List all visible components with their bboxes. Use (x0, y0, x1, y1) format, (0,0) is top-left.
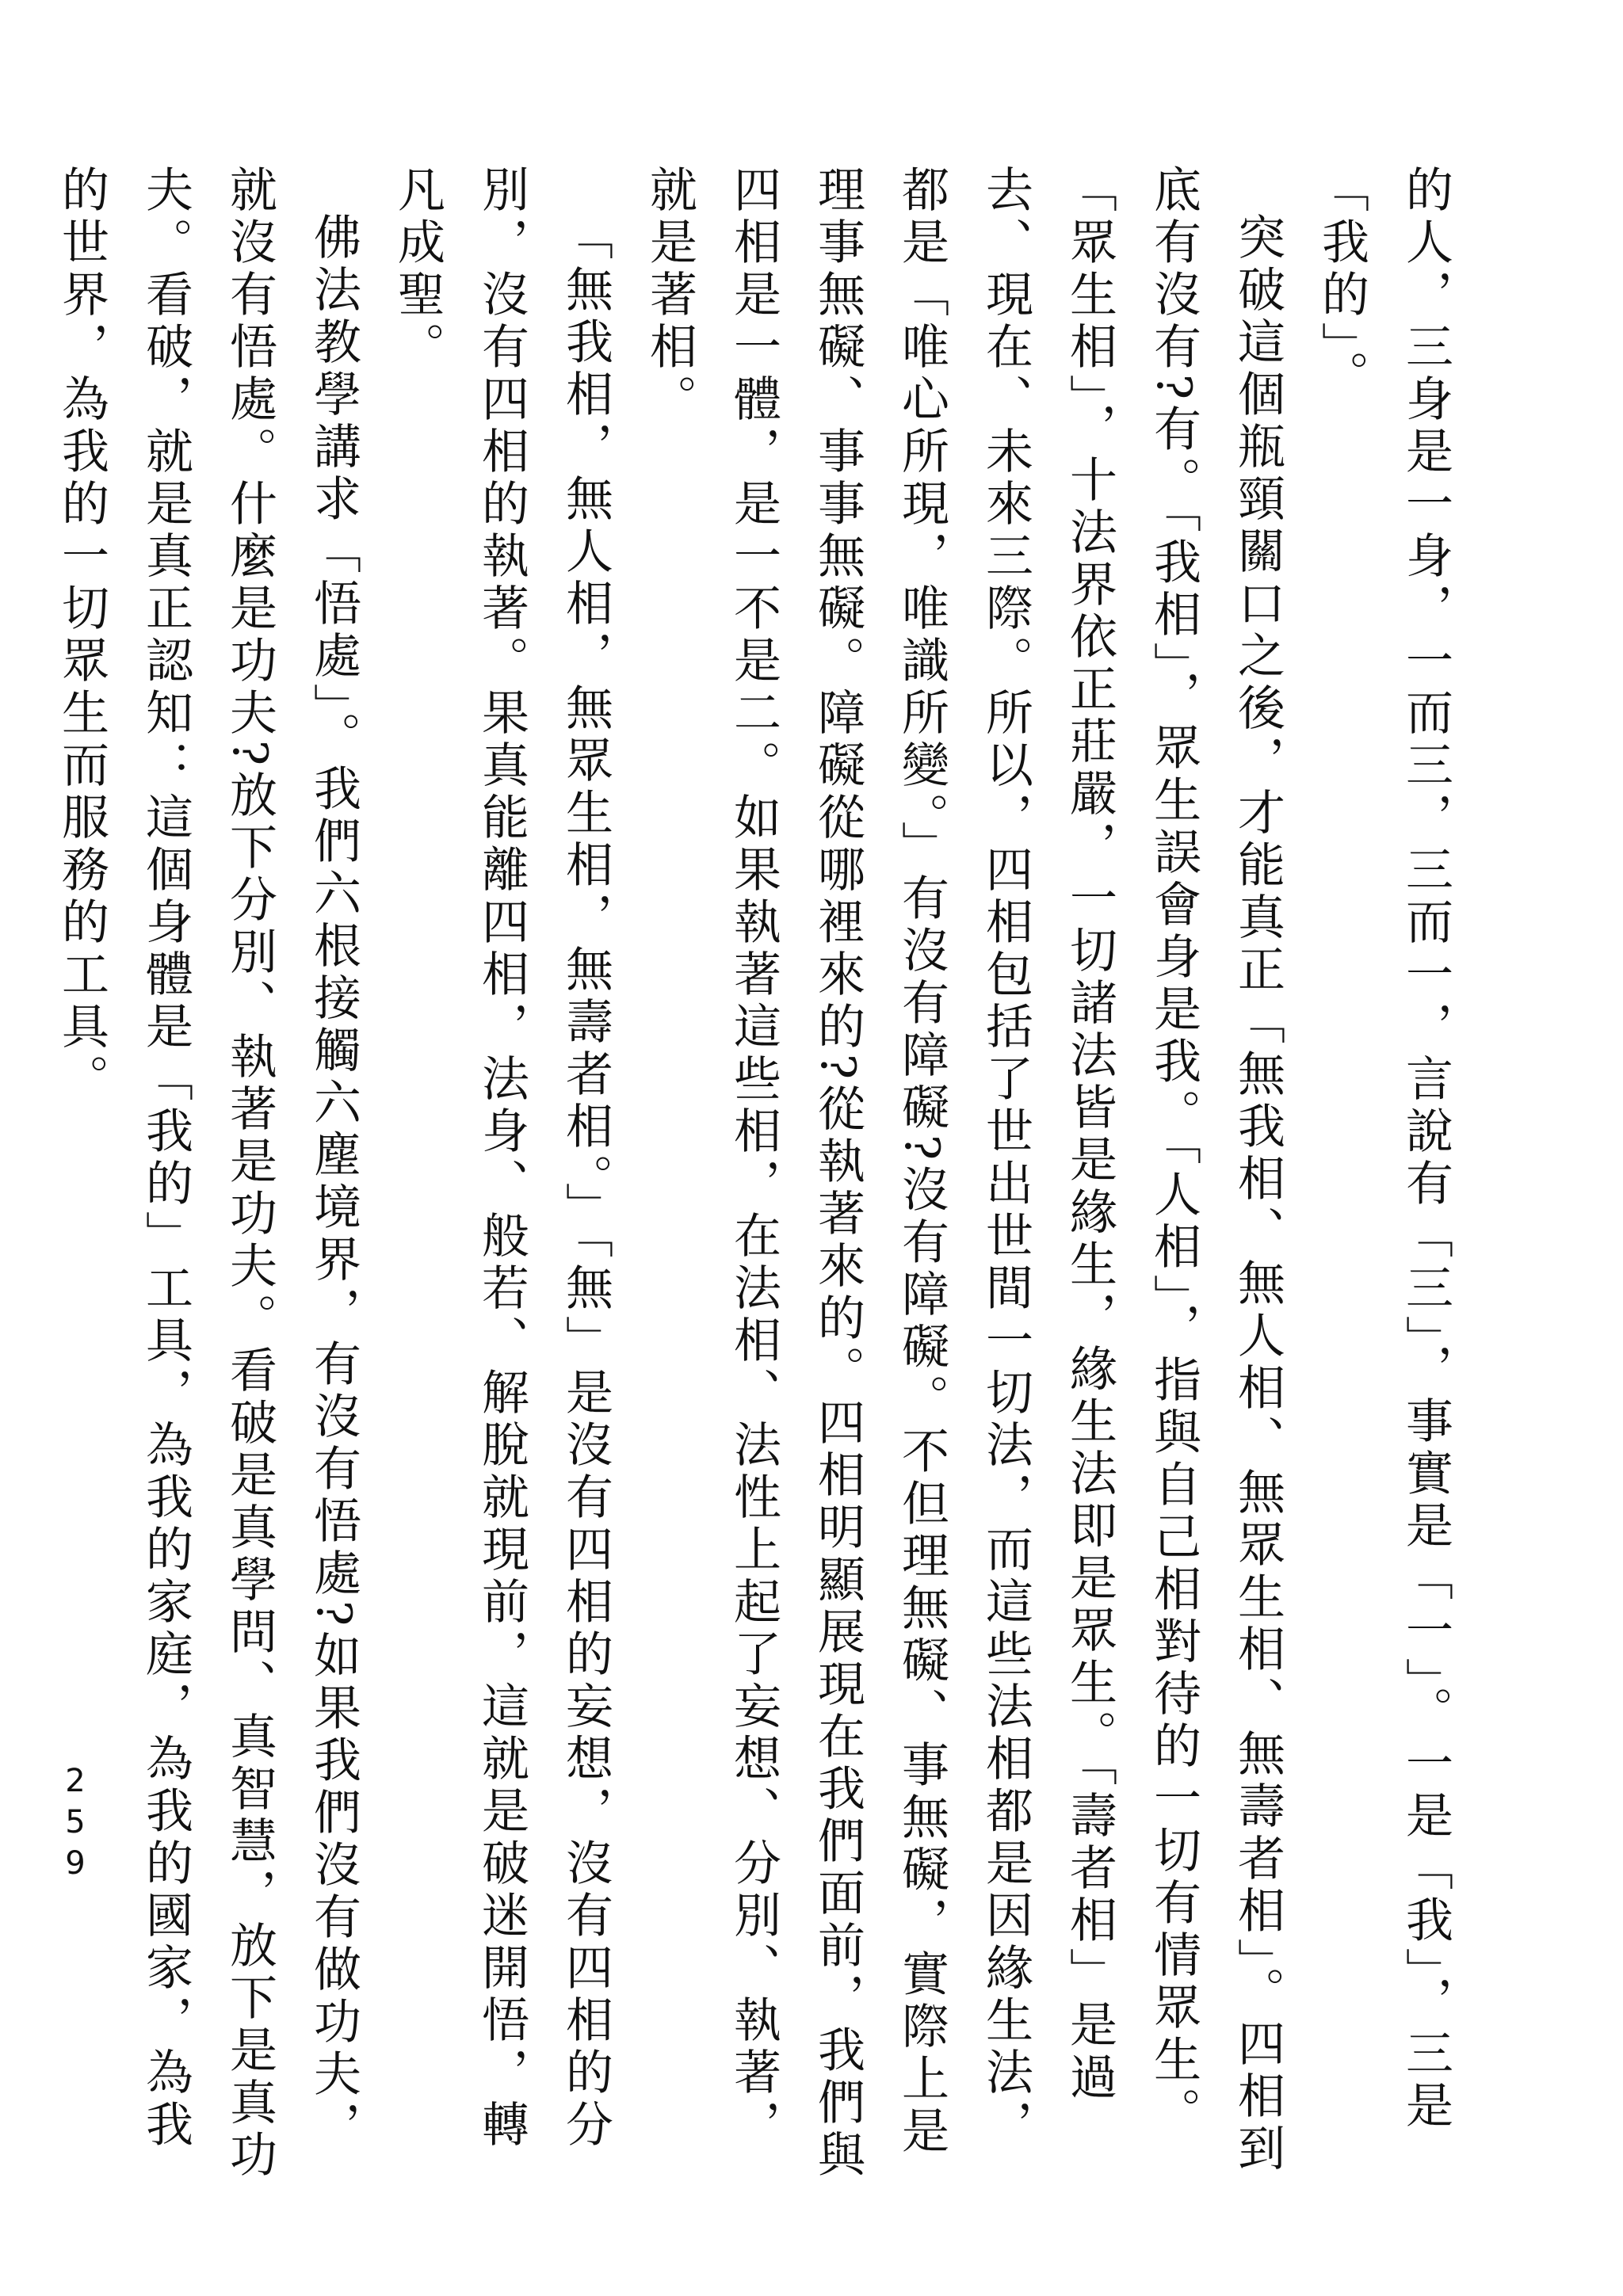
paragraph-1: 的人，三身是一身，一而三，三而一，言說有「三」，事實是「一」。一是「我」，三是「我的」。 (1314, 165, 1453, 2133)
paragraph-4: 佛法教學講求「悟處」。我們六根接觸六塵境界，有沒有悟處?如果我們沒有做功夫，就沒有悟處。什麼是功夫?放下分別、執著是功夫。看破是真學問、真智慧，放下是真功夫。看破，就是真正認知：這個身體是「我的」工具，為我的家庭，為我的國家，為我的世界，為我的一切眾生而服務的工具。 (54, 165, 361, 2183)
vertical-text-body (40, 165, 1468, 2193)
paragraph-3: 「無我相，無人相，無眾生相，無壽者相。」「無」是沒有四相的妄想，沒有四相的分別，沒有四相的執著。果真能離四相，法身、般若、解脫就現前，這就是破迷開悟，轉凡成聖。 (390, 165, 613, 2152)
paragraph-2: 突破這個瓶頸關口之後，才能真正「無我相、無人相、無眾生相、無壽者相」。四相到底有沒有?有。「我相」，眾生誤會身是我。「人相」，指與自己相對待的一切有情眾生。「眾生相」，十法界依正莊嚴，一切諸法皆是緣生，緣生法即是眾生。「壽者相」是過去、現在、未來三際。所以，四相包括了世出世間一切法，而這些法相都是因緣生法，都是「唯心所現，唯識所變。」有沒有障礙?沒有障礙。不但理無礙、事無礙，實際上是理事無礙、事事無礙。障礙從哪裡來的?從執著來的。四相明顯展現在我們面前，我們與四相是一體，是一不是二。如果執著這些相，在法相、法性上起了妄想、分別、執著，就是著相。 (642, 165, 1285, 2183)
page-number: 259 (57, 1763, 94, 1886)
